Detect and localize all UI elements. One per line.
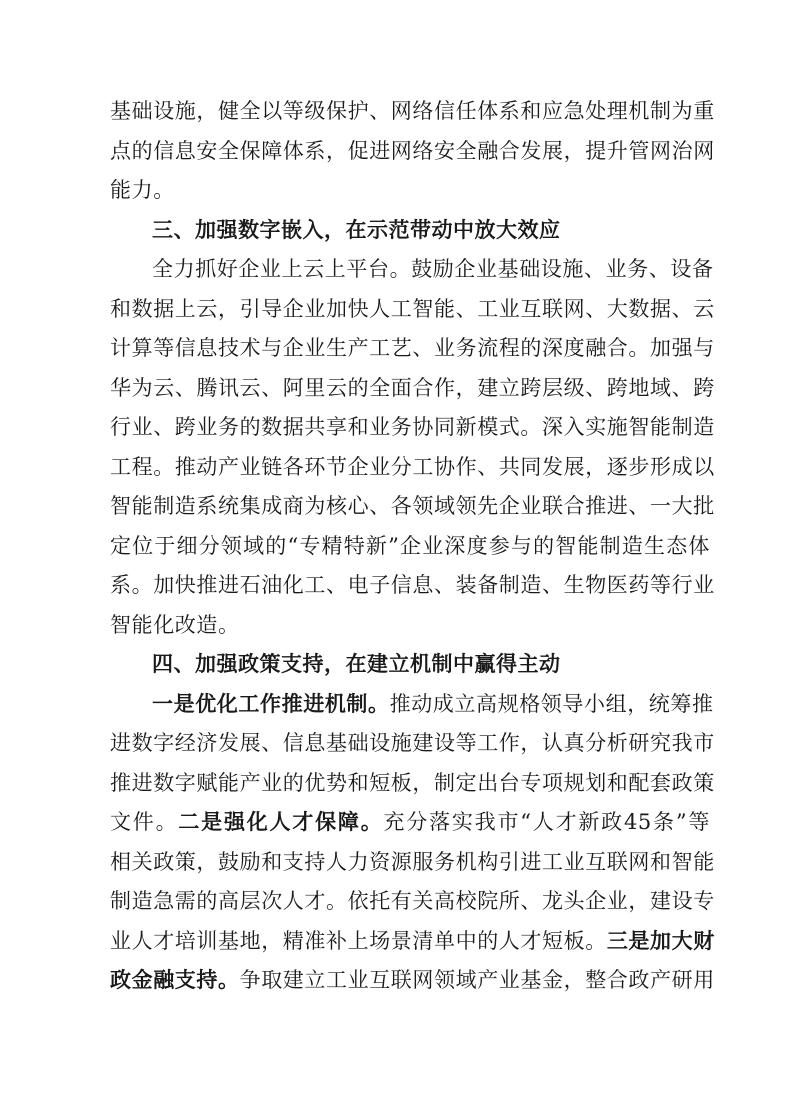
text-line: 智能化改造。 — [110, 612, 240, 637]
section-heading-3: 三、加强数字嵌入，在示范带动中放大效应 — [152, 217, 561, 242]
bold-lead-3: 三是加大财 — [606, 928, 715, 953]
section-heading-4: 四、加强政策支持，在建立机制中赢得主动 — [152, 652, 561, 676]
text-line: 进数字经济发展、信息基础设施建设等工作，认真分析研究我市 — [110, 731, 715, 755]
text-line — [110, 961, 715, 1001]
document-page — [110, 92, 715, 1001]
text-line — [110, 685, 714, 725]
text-line: 推进数字赋能产业的优势和短板，制定出台专项规划和配套政策 — [110, 770, 715, 795]
bold-lead-2: 二是强化人才保障。 — [178, 810, 384, 834]
text-run: 文件。 — [110, 810, 179, 834]
bold-lead-1: 一是优化工作推进机制。 — [152, 691, 390, 716]
text-line: 制造急需的高层次人才。依托有关高校院所、龙头企业，建设专 — [110, 889, 715, 913]
text-line: 基础设施，健全以等级保护、网络信任体系和应急处理机制为重 — [110, 99, 715, 123]
text-line: 点的信息安全保障体系，促进网络安全融合发展，提升管网治网 — [110, 138, 715, 163]
text-line: 智能制造系统集成商为核心、各领域领先企业联合推进、一大批 — [110, 494, 715, 518]
text-line: 工程。推动产业链各环节企业分工协作、共同发展，逐步形成以 — [110, 454, 715, 479]
text-line: 系。加快推进石油化工、电子信息、装备制造、生物医药等行业 — [110, 573, 715, 597]
text-line: 全力抓好企业上云上平台。鼓励企业基础设施、业务、设备 — [152, 257, 714, 281]
text-line — [110, 803, 710, 843]
text-line: 华为云、腾讯云、阿里云的全面合作，建立跨层级、跨地域、跨 — [110, 375, 715, 400]
text-run: 业人才培训基地，精准补上场景清单中的人才短板。 — [110, 928, 607, 953]
text-line: 定位于细分领域的“专精特新”企业深度参与的智能制造生态体 — [110, 533, 710, 558]
text-line: 相关政策，鼓励和支持人力资源服务机构引进工业互联网和智能 — [110, 849, 715, 874]
text-line — [110, 922, 715, 962]
text-run: 推动成立高规格领导小组，统筹推 — [389, 691, 714, 716]
text-line: 行业、跨业务的数据共享和业务协同新模式。深入实施智能制造 — [110, 415, 715, 439]
text-line: 和数据上云，引导企业加快人工智能、工业互联网、大数据、云 — [110, 296, 715, 321]
text-line: 能力。 — [110, 178, 175, 202]
text-run: 充分落实我市“人才新政45条”等 — [383, 810, 710, 834]
text-run: 争取建立工业互联网领域产业基金，整合政产研用 — [239, 968, 715, 992]
text-line: 计算等信息技术与企业生产工艺、业务流程的深度融合。加强与 — [110, 336, 715, 360]
bold-lead-3-cont: 政金融支持。 — [110, 968, 240, 992]
